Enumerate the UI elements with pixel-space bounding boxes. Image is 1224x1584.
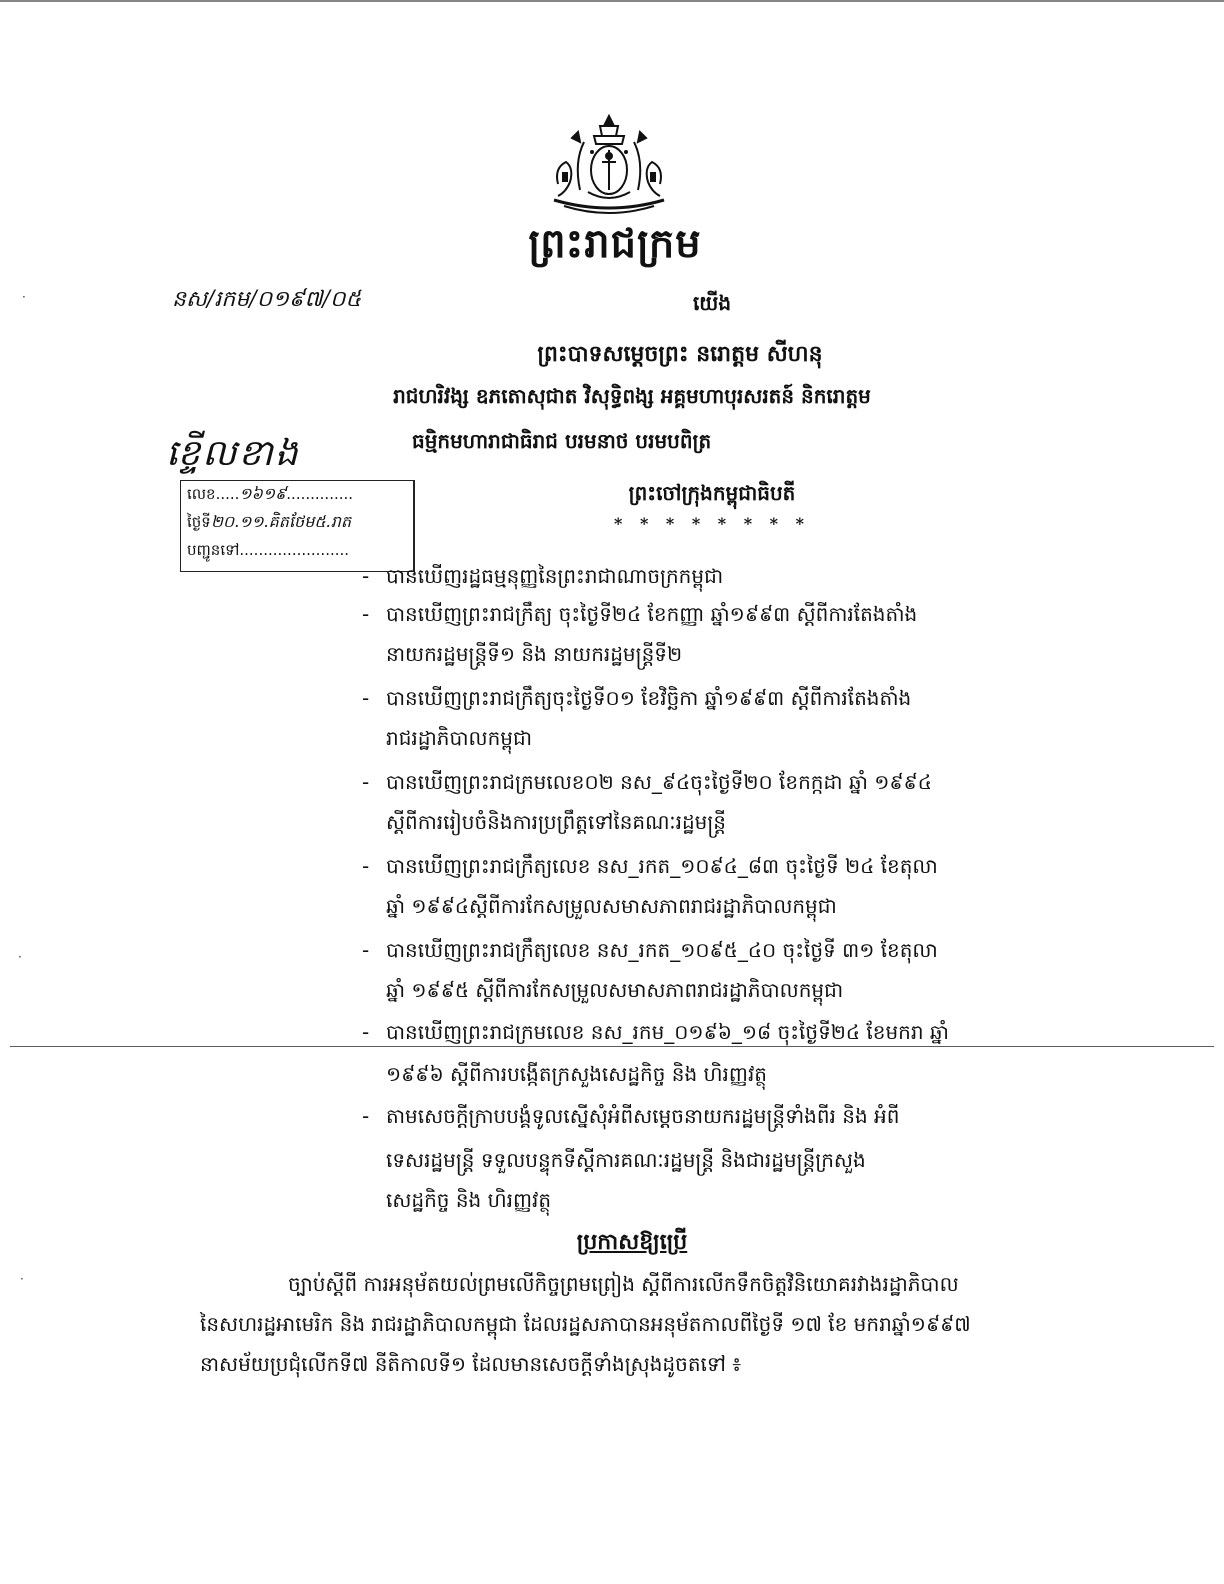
body-line: ច្បាប់ស្ដីពី ការអនុម័តយល់ព្រមលើកិច្ចព្រមព្រៀង ស្ដីពីការលើកទឹកចិត្តវិនិយោគរវាងរដ្ឋាភិបាល xyxy=(288,1272,959,1296)
king-title-line3: ធម្មិកមហារាជាធិរាជ បរមនាថ បរមបពិត្រ xyxy=(412,429,712,453)
document-title: ព្រះរាជក្រម xyxy=(528,220,702,267)
margin-speck: · xyxy=(18,950,22,964)
stamp-date-value: ២០.១១.គិតថែម៥.រាត xyxy=(210,512,352,531)
royal-coat-of-arms xyxy=(544,112,674,220)
stamp-number-dots: .............. xyxy=(286,485,354,503)
document-page: ព្រះរាជក្រម នស/រកម/០១៩៧/០៥ យើង ព្រះបាទសម្ដេចព្រះ នរោត្តម សីហនុ រាជហរិវង្ស ឧភតោសុជាត វិសុទ្ធិពង្ស អគ្គមហាបុរសរតន៍ និករោត្តម ធម្មិកមហារាជាធិរាជ បរមនាថ បរមបពិត្រ ព្រះចៅក្រុងកម្ពុជាធិបតី * * * * * * * * ខ្ទើលខាង លេខ.....១៦១៩.............. ថ្ងៃទី២០.១១.គិតថែម៥.រាត បញ្ជូនទៅ....................... - បានឃើញរដ្ឋធម្មនុញ្ញនៃព្រះរាជាណាចក្រកម្ពុជា - បានឃើញព្រះរាជក្រឹត្យ ចុះថ្ងៃទី២៤ ខែកញ្ញា ឆ្នាំ១៩៩៣ ស្ដីពីការតែងតាំង នាយករដ្ឋមន្ត្រីទី១ និង នាយករដ្ឋមន្ត្រីទី២ - បានឃើញព្រះរាជក្រឹត្យចុះថ្ងៃទី០១ ខែវិច្ឆិកា ឆ្នាំ១៩៩៣ ស្ដីពីការតែងតាំង រាជរដ្ឋាភិបាលកម្ពុជា - បានឃើញព្រះរាជក្រមលេខ០២ នស_៩៤ចុះថ្ងៃទី២០ ខែកក្កដា ឆ្នាំ ១៩៩៤ ស្ដីពីការរៀបចំនិងការប្រព្រឹត្តទៅនៃគណៈរដ្ឋមន្ត្រី - បានឃើញព្រះរាជក្រឹត្យលេខ នស_រកត_១០៩៤_៨៣ ចុះថ្ងៃទី ២៤ ខែតុលា ឆ្នាំ ១៩៩៤ស្ដីពីការកែសម្រួលសមាសភាពរាជរដ្ឋាភិបាលកម្ពុជា - បានឃើញព្រះរាជក្រឹត្យលេខ នស_រកត_១០៩៥_៤០ ចុះថ្ងៃទី ៣១ ខែតុលា ឆ្នាំ ១៩៩៥ ស្ដីពីការកែសម្រួលសមាសភាពរាជរដ្ឋាភិបាលកម្ពុជា - បានឃើញព្រះរាជក្រមលេខ នស_រកម_០១៩៦_១៨ ចុះថ្ងៃទី២៤ ខែមករា ឆ្នាំ ១៩៩៦ ស្ដីពីការបង្កើតក្រសួងសេដ្ឋកិច្ច និង ហិរញ្ញវត្ថុ - តាមសេចក្ដីក្រាបបង្គំទូលស្នើសុំអំពីសម្ដេចនាយករដ្ឋមន្ត្រីទាំងពីរ និង អំពី ទេសរដ្ឋមន្ត្រី ទទួលបន្ទុកទីស្ដីការគណៈរដ្ឋមន្ត្រី និងជារដ្ឋមន្ត្រីក្រសួង សេដ្ឋកិច្ច និង ហិរញ្ញវត្ថុ ប្រកាសឱ្យប្រើ ច្បាប់ស្ដីពី ការអនុម័តយល់ព្រមលើកិច្ចព្រមព្រៀង ស្ដីពីការលើកទឹកចិត្តវិនិយោគរវាងរដ្ឋាភិបាល នៃសហរដ្ឋអាមេរិក និង រាជរដ្ឋាភិបាលកម្ពុជា ដែលរដ្ឋសភាបានអនុម័តកាលពីថ្ងៃទី ១៧ ខែ មករាឆ្នាំ១៩៩៧ នាសម័យប្រជុំលើកទី៧ នីតិកាលទី១ ដែលមានសេចក្ដីទាំងស្រុងដូចតទៅ ៖ · · · xyxy=(0,0,1224,1584)
stamp-number-row xyxy=(187,483,353,507)
margin-speck: · xyxy=(22,290,26,304)
section-title: ប្រកាសឱ្យប្រើ xyxy=(576,1229,688,1255)
stamp-number-value: ១៦១៩ xyxy=(239,484,287,503)
stamp-sent-row: បញ្ជូនទៅ....................... xyxy=(187,541,350,559)
stamp-box xyxy=(180,480,415,572)
received-stamp xyxy=(162,428,418,574)
star-divider: * * * * * * * * xyxy=(614,514,810,533)
king-title-line2: រាជហរិវង្ស ឧភតោសុជាត វិសុទ្ធិពង្ស អគ្គមហាបុរសរតន៍ និករោត្តម xyxy=(393,384,871,408)
reference-number: នស/រកម/០១៩៧/០៥ xyxy=(172,287,362,312)
stamp-date-label: ថ្ងៃទី xyxy=(187,513,211,531)
king-title-line4: ព្រះចៅក្រុងកម្ពុជាធិបតី xyxy=(628,481,796,505)
margin-speck: · xyxy=(20,1272,24,1286)
stamp-number-label: លេខ..... xyxy=(187,485,240,503)
scan-top-edge xyxy=(0,0,1224,2)
king-name: ព្រះបាទសម្ដេចព្រះ នរោត្តម សីហនុ xyxy=(537,341,823,367)
we-heading: យើង xyxy=(692,291,732,315)
stamp-date-row xyxy=(187,511,351,535)
body-line: នាសម័យប្រជុំលើកទី៧ នីតិកាលទី១ ដែលមានសេចក្ដីទាំងស្រុងដូចតទៅ ៖ xyxy=(200,1352,742,1376)
stamp-title: ខ្ទើលខាង xyxy=(166,433,300,474)
body-line: នៃសហរដ្ឋអាមេរិក និង រាជរដ្ឋាភិបាលកម្ពុជា ដែលរដ្ឋសភាបានអនុម័តកាលពីថ្ងៃទី ១៧ ខែ មករាឆ្នាំ១៩៩៧ xyxy=(200,1312,971,1336)
